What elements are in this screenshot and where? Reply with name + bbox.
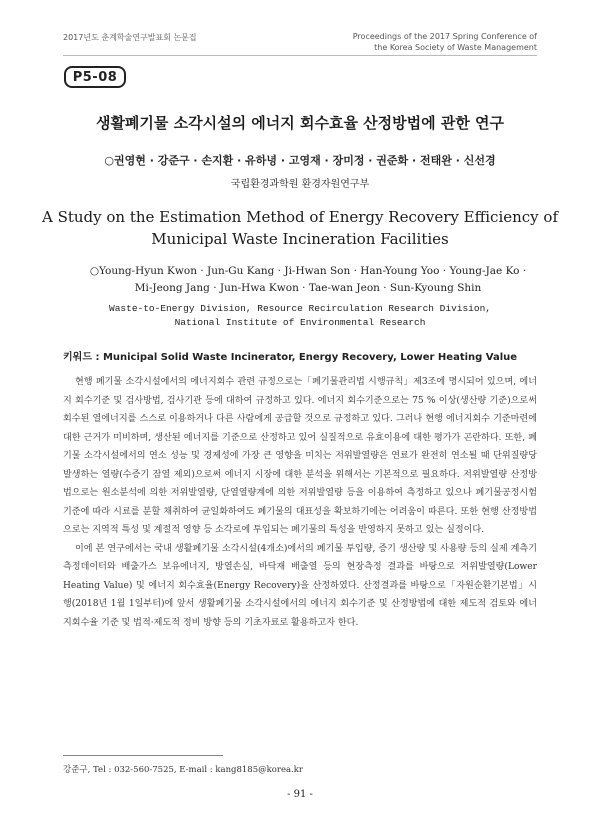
header-proceedings-line1: Proceedings of the 2017 Spring Conference of [352,32,537,41]
korean-title: 생활폐기물 소각시설의 에너지 회수효율 산정방법에 관한 연구 [95,114,505,132]
english-authors-line1: ○Young-Hyun Kwon · Jun-Gu Kang · Ji-Hwan Son · Han-Young Yoo · Young-Jae Ko · [89,265,527,277]
english-authors [78,263,538,297]
header-divider [63,55,537,56]
english-title [40,206,560,250]
abstract-body [63,373,537,632]
english-title-line1: A Study on the Estimation Method of Energy Recovery Efficiency of [41,208,559,226]
english-title-line2: Municipal Waste Incineration Facilities [151,230,449,248]
page-number: - 91 - [287,789,313,800]
abstract-paragraph-2: 이에 본 연구에서는 국내 생활폐기물 소각시설(4개소)에서의 폐기물 투입량, 증기 생산량 및 사용량 등의 실제 계측기 측정데이터와 배출가스 보유에너지, 방열손실, 바닥재 배출열 등의 현장측정 결과를 바탕으로 저위발열량(Lower Heating Value) 및 에너지 회수효율(Energy Recovery)을 산정하였다. 산정결과를 바탕으로「자원순환기본법」시행(2018년 1월 1일부터)에 앞서 생활폐기물 소각시설에서의 에너지 회수기준 및 산정방법에 대한 제도적 검토와 에너지회수율 기준 및 법적·제도적 정비 방향 등의 기초자료로 활용하고자 한다. [63,543,537,628]
keywords: 키워드 : Municipal Solid Waste Incinerator, Energy Recovery, Lower Heating Value [63,352,518,363]
korean-authors: ○권영현 · 강준구 · 손지환 · 유하녕 · 고영재 · 장미정 · 권준화 · 전태완 · 신선경 [104,154,496,167]
english-affiliation [0,302,600,330]
paper-code-badge: P5-08 [64,66,126,88]
abstract-paragraph-1: 현행 폐기물 소각시설에서의 에너지회수 관련 규정으로는「폐기물관리법 시행규칙」제3조에 명시되어 있으며, 에너지 회수기준 및 검사방법, 검사기관 등에 대하여 규정하고 있다. 에너지 회수기준으로는 75 % 이상(생산량 기준)으로써 회수된 열에너지를 스스로 이용하거나 다른 사람에게 공급할 것으로 규정하고 있다. 그러나 현행 에너지회수 기준마련에 대한 근거가 미비하며, 생산된 에너지를 기준으로 산정하고 있어 실질적으로 유효이용에 대한 평가가 곤란하다. 또한, 폐기물 소각시설에서의 연소 성능 및 경제성에 가장 큰 영향을 미치는 저위발열량은 연료가 완전히 연소될 때 단위질량당 발생하는 열량(수증기 잠열 제외)으로써 에너지 시장에 대한 분석을 위해서는 기본적으로 필요하다. 저위발열량 산정방법으로는 원소분석에 의한 저위발열량, 단열열량계에 의한 저위발열량 등을 이용하여 측정하고 있으나 폐기물공정시험 기준에 따라 시료를 분할 채취하여 균일화하여도 폐기물의 대표성을 확보하기에는 어려움이 따른다. 또한 현행 산정방법으로는 지역적 특성 및 계절적 영향 등 소각로에 투입되는 폐기물의 특성을 반영하지 못하고 있는 실정이다. [63,377,537,535]
footnote-divider [63,755,223,756]
english-authors-line2: Mi-Jeong Jang · Jun-Hwa Kwon · Tae-wan Jeon · Sun-Kyoung Shin [134,282,482,294]
korean-affiliation: 국립환경과학원 환경자원연구부 [230,179,370,190]
header-proceedings-line2: the Korea Society of Waste Management [374,43,537,52]
english-affiliation-line1: Waste-to-Energy Division, Resource Recirculation Research Division, [109,303,491,314]
english-affiliation-line2: National Institute of Environmental Research [174,317,426,328]
header-proceedings [353,31,537,53]
corresponding-author-footnote: 강준구, Tel : 032-560-7525, E-mail : kang8185@korea.kr [63,765,303,775]
header-conference-korean: 2017년도 춘계학술연구발표회 논문집 [63,33,197,42]
